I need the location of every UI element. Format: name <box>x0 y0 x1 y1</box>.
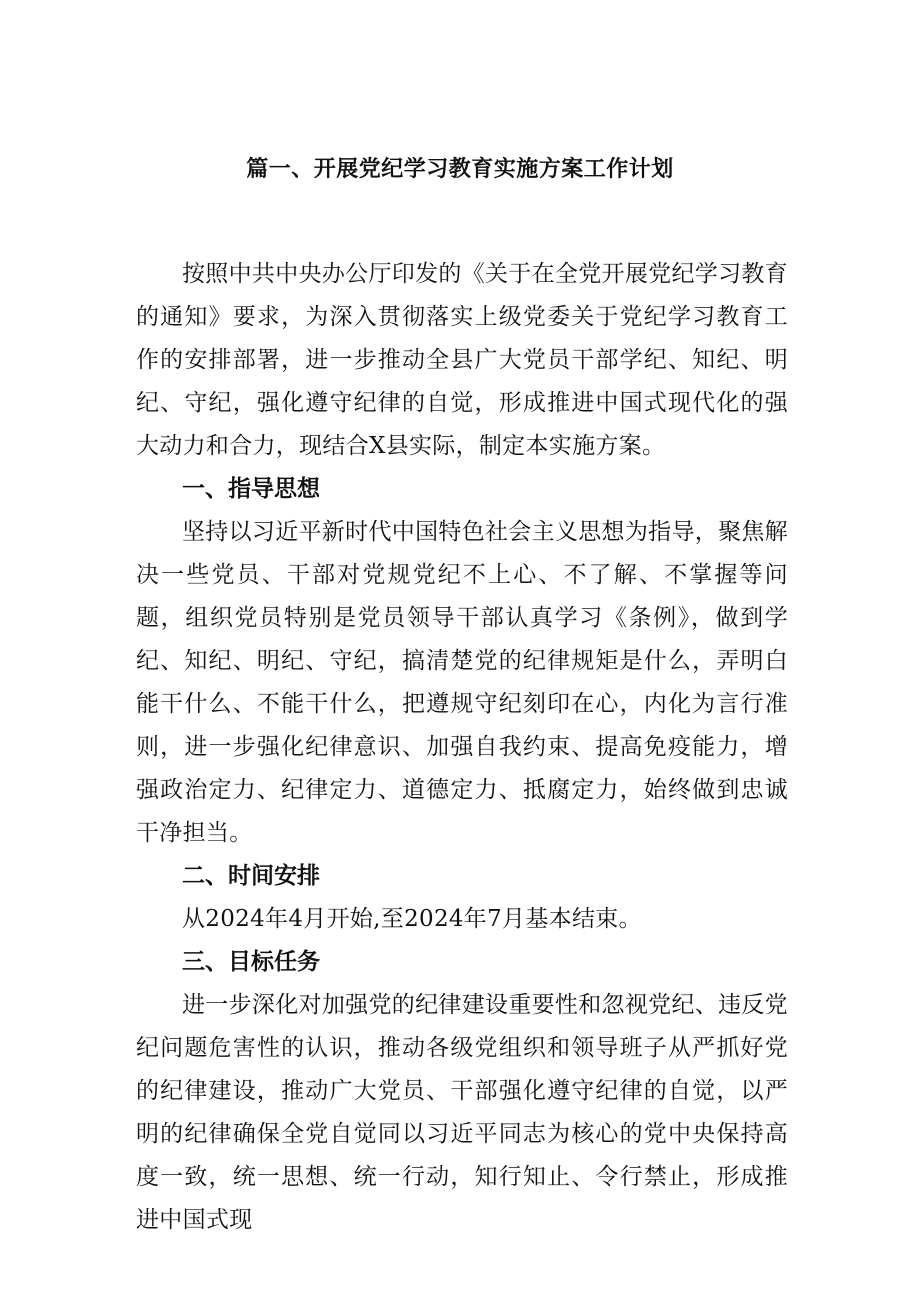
section-heading-objectives: 三、目标任务 <box>182 949 320 975</box>
document-title: 篇一、开展党纪学习教育实施方案工作计划 <box>246 157 674 182</box>
intro-paragraph: 按照中共中央办公厅印发的《关于在全党开展党纪学习教育的通知》要求，为深入贯彻落实上级党委关于党纪学习教育工作的安排部署，进一步推动全县广大党员干部学纪、知纪、明纪、守纪，强化遵守纪律的自觉，形成推进中国式现代化的强大动力和合力，现结合X县实际，制定本实施方案。 <box>136 261 788 459</box>
section-heading-guiding-ideology: 一、指导思想 <box>182 476 320 502</box>
section-heading-schedule: 二、时间安排 <box>182 863 320 889</box>
section-text-guiding-ideology: 坚持以习近平新时代中国特色社会主义思想为指导，聚焦解决一些党员、干部对党规党纪不上心、不了解、不掌握等问题，组织党员特别是党员领导干部认真学习《条例》，做到学纪、知纪、明纪、守纪，搞清楚党的纪律规矩是什么，弄明白能干什么、不能干什么，把遵规守纪刻印在心，内化为言行准则，进一步强化纪律意识、加强自我约束、提高免疫能力，增强政治定力、纪律定力、道德定力、抵腐定力，始终做到忠诚干净担当。 <box>136 519 788 846</box>
section-text-objectives: 进一步深化对加强党的纪律建设重要性和忽视党纪、违反党纪问题危害性的认识，推动各级党组织和领导班子从严抓好党的纪律建设，推动广大党员、干部强化遵守纪律的自觉，以严明的纪律确保全党自觉同以习近平同志为核心的党中央保持高度一致，统一思想、统一行动，知行知止、令行禁止，形成推进中国式现 <box>136 992 788 1233</box>
section-text-schedule: 从2024年4月开始,至2024年7月基本结束。 <box>182 906 642 932</box>
document-body <box>136 253 788 1242</box>
